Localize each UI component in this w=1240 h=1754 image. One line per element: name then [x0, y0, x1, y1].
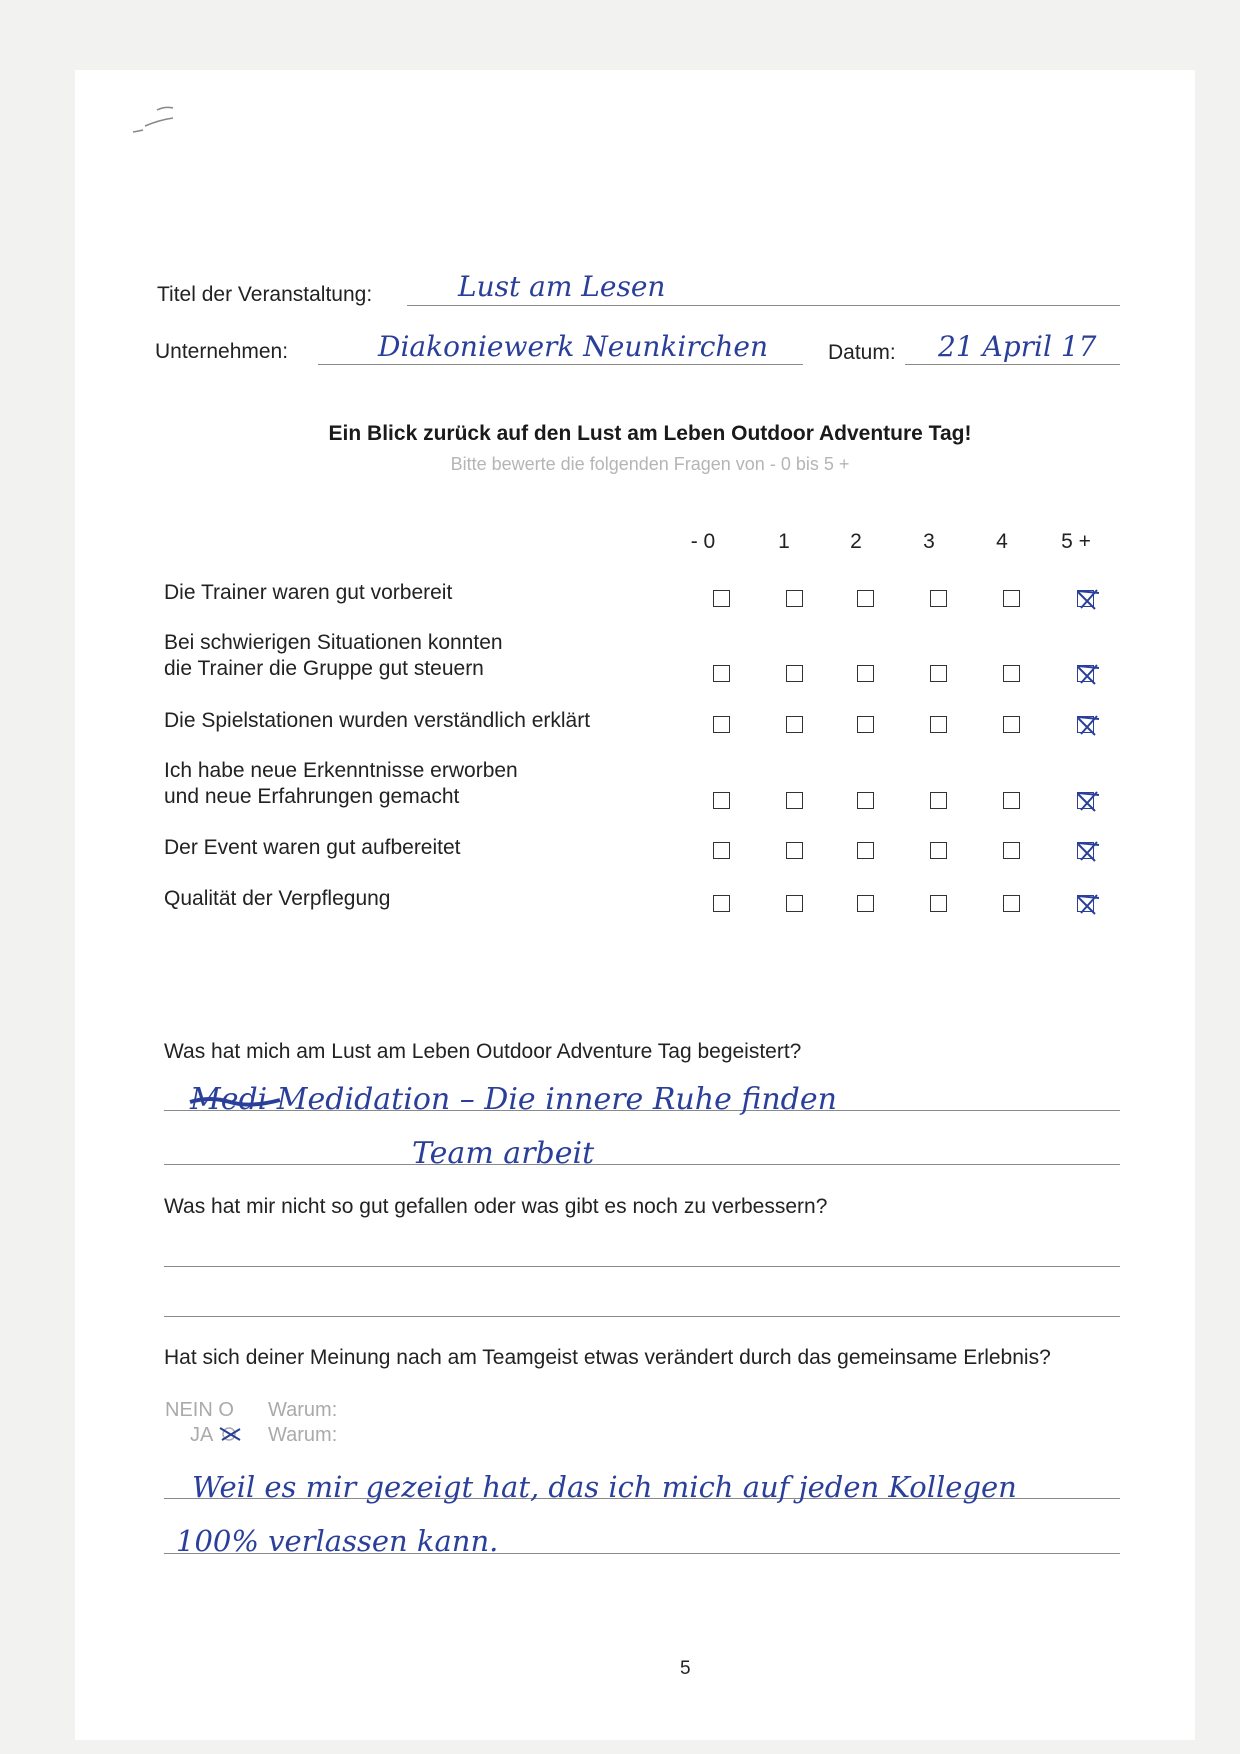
rating-checkbox[interactable]: [786, 590, 803, 607]
question-2: [164, 630, 503, 682]
rating-checkbox[interactable]: [786, 716, 803, 733]
rating-checkbox[interactable]: [1077, 895, 1094, 912]
rating-checkbox[interactable]: [1077, 716, 1094, 733]
date-label: Datum:: [828, 341, 896, 364]
rating-checkbox[interactable]: [857, 895, 874, 912]
rating-checkbox[interactable]: [1003, 842, 1020, 859]
rating-checkbox[interactable]: [713, 895, 730, 912]
why-label-1: Warum:: [268, 1399, 338, 1421]
open-question-2: Was hat mir nicht so gut gefallen oder was gibt es noch zu verbessern?: [164, 1195, 828, 1218]
answer-2-line-2: [164, 1316, 1120, 1317]
question-3: [164, 708, 590, 734]
question-5: [164, 835, 461, 861]
rating-checkbox[interactable]: [1003, 895, 1020, 912]
survey-heading: Ein Blick zurück auf den Lust am Leben Outdoor Adventure Tag!: [328, 422, 972, 445]
rating-checkbox[interactable]: [713, 842, 730, 859]
rating-checkbox[interactable]: [1077, 842, 1094, 859]
scale-label-2: 2: [850, 530, 862, 553]
yes-option-label: JA: [190, 1424, 213, 1446]
rating-checkbox[interactable]: [713, 716, 730, 733]
check-x-mark: [1075, 662, 1101, 688]
question-4-line-2: und neue Erfahrungen gemacht: [164, 785, 460, 808]
check-x-mark: [1075, 892, 1101, 918]
rating-checkbox[interactable]: [1077, 665, 1094, 682]
answer-2-line-1: [164, 1266, 1120, 1267]
rating-checkbox[interactable]: [857, 590, 874, 607]
question-3-line-1: Die Spielstationen wurden verständlich erklärt: [164, 709, 591, 732]
rating-checkbox[interactable]: [930, 792, 947, 809]
rating-checkbox[interactable]: [786, 842, 803, 859]
question-1-line-1: Die Trainer waren gut vorbereit: [164, 581, 453, 604]
rating-checkbox[interactable]: [930, 895, 947, 912]
check-x-mark: [1075, 839, 1101, 865]
rating-checkbox[interactable]: [1003, 792, 1020, 809]
rating-checkbox[interactable]: [857, 792, 874, 809]
answer-1-text-1: Medi Medidation – Die innere Ruhe finden: [190, 1082, 837, 1117]
rating-checkbox[interactable]: [713, 665, 730, 682]
open-question-1: Was hat mich am Lust am Leben Outdoor Adventure Tag begeistert?: [164, 1040, 802, 1063]
rating-checkbox[interactable]: [1077, 590, 1094, 607]
open-question-3: Hat sich deiner Meinung nach am Teamgeist etwas verändert durch das gemeinsame Erlebnis?: [164, 1346, 1051, 1369]
scale-label-4: 4: [996, 530, 1008, 553]
question-5-line-1: Der Event waren gut aufbereitet: [164, 836, 461, 859]
survey-subheading: Bitte bewerte die folgenden Fragen von - 0 bis 5 +: [450, 454, 850, 474]
company-value: Diakoniewerk Neunkirchen: [378, 330, 769, 363]
scale-label-3: 3: [923, 530, 935, 553]
rating-checkbox[interactable]: [857, 665, 874, 682]
scribble-mark: [115, 90, 195, 140]
scale-label-0: - 0: [690, 530, 716, 553]
yes-checked-mark: [218, 1425, 244, 1443]
question-6: [164, 886, 391, 912]
strikethrough-mark: [188, 1092, 288, 1112]
rating-checkbox[interactable]: [786, 665, 803, 682]
check-x-mark: [1075, 587, 1101, 613]
company-line: [318, 364, 803, 365]
question-1: [164, 580, 452, 606]
rating-checkbox[interactable]: [1003, 590, 1020, 607]
answer-1-text-2: Team arbeit: [412, 1136, 595, 1171]
answer-1-line-2: [164, 1164, 1120, 1165]
rating-checkbox[interactable]: [857, 842, 874, 859]
answer-3-text-2: 100% verlassen kann.: [176, 1524, 499, 1558]
check-x-mark: [1075, 789, 1101, 815]
question-2-line-1: Bei schwierigen Situationen konnten: [164, 631, 503, 654]
yes-option: [190, 1424, 244, 1447]
event-title-line: [407, 305, 1120, 306]
answer-3-text-1: Weil es mir gezeigt hat, das ich mich auf jeden Kollegen: [192, 1470, 1017, 1504]
date-line: [905, 364, 1120, 365]
rating-checkbox[interactable]: [857, 716, 874, 733]
rating-checkbox[interactable]: [786, 792, 803, 809]
rating-checkbox[interactable]: [1077, 792, 1094, 809]
question-4-line-1: Ich habe neue Erkenntnisse erworben: [164, 759, 518, 782]
rating-checkbox[interactable]: [713, 590, 730, 607]
question-2-line-2: die Trainer die Gruppe gut steuern: [164, 657, 484, 680]
scale-label-1: 1: [778, 530, 790, 553]
company-label: Unternehmen:: [155, 340, 289, 363]
rating-checkbox[interactable]: [930, 842, 947, 859]
question-4: [164, 758, 518, 810]
rating-checkbox[interactable]: [930, 590, 947, 607]
question-6-line-1: Qualität der Verpflegung: [164, 887, 391, 910]
rating-checkbox[interactable]: [786, 895, 803, 912]
no-option: NEIN O: [165, 1399, 234, 1421]
rating-checkbox[interactable]: [713, 792, 730, 809]
scale-label-5: 5 +: [1061, 530, 1091, 553]
event-title-label: Titel der Veranstaltung:: [157, 283, 373, 306]
rating-checkbox[interactable]: [1003, 716, 1020, 733]
event-title-value: Lust am Lesen: [458, 270, 666, 303]
why-label-2: Warum:: [268, 1424, 338, 1446]
rating-checkbox[interactable]: [930, 665, 947, 682]
date-value: 21 April 17: [938, 330, 1097, 363]
rating-checkbox[interactable]: [1003, 665, 1020, 682]
page-number: 5: [680, 1658, 691, 1679]
rating-checkbox[interactable]: [930, 716, 947, 733]
check-x-mark: [1075, 713, 1101, 739]
